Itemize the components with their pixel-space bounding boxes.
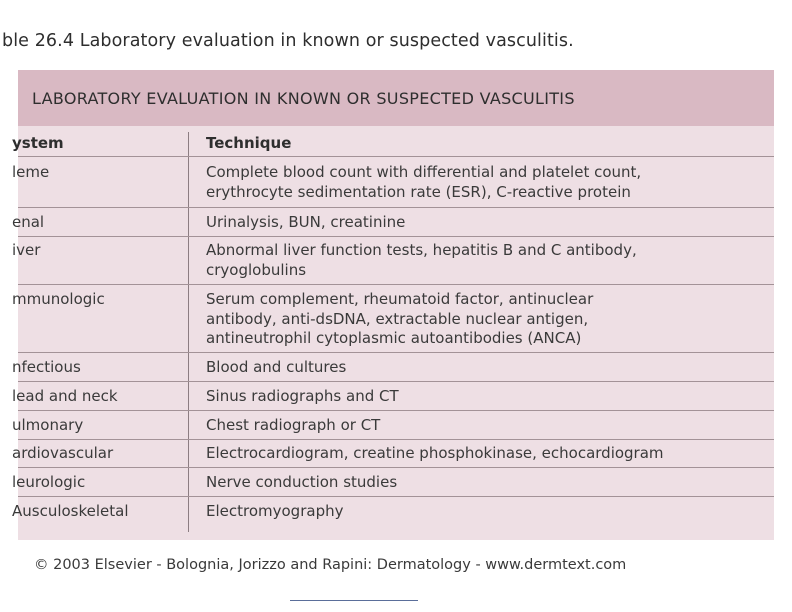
row-system: ulmonary	[12, 416, 84, 434]
technique-line: antibody, anti-dsDNA, extractable nuclear antigen,	[206, 309, 589, 328]
technique-line: Electromyography	[206, 502, 344, 520]
row-system: Ausculoskeletal	[12, 502, 129, 520]
technique-line: erythrocyte sedimentation rate (ESR), C-reactive protein	[206, 182, 631, 201]
copyright-footer: © 2003 Elsevier - Bolognia, Jorizzo and Rapini: Dermatology - www.dermtext.com	[34, 557, 627, 573]
row-divider	[18, 410, 774, 411]
technique-line: Nerve conduction studies	[206, 473, 398, 491]
vasculitis-lab-table	[12, 70, 774, 540]
bottom-rule	[290, 600, 418, 601]
row-divider	[18, 207, 774, 208]
technique-line: Sinus radiographs and CT	[206, 387, 399, 405]
row-technique	[206, 163, 641, 202]
table-caption: ble 26.4 Laboratory evaluation in known or suspected vasculitis.	[2, 31, 574, 51]
row-divider	[18, 381, 774, 382]
technique-line: Serum complement, rheumatoid factor, antinuclear	[206, 290, 594, 308]
technique-line: Complete blood count with differential and platelet count,	[206, 163, 642, 181]
header-system: ystem	[12, 134, 64, 152]
technique-line: Blood and cultures	[206, 358, 347, 376]
technique-line: cryoglobulins	[206, 260, 307, 279]
technique-line: antineutrophil cytoplasmic autoantibodies (ANCA)	[206, 329, 582, 347]
table-title: LABORATORY EVALUATION IN KNOWN OR SUSPECTED VASCULITIS	[32, 89, 575, 108]
column-divider	[188, 132, 189, 532]
technique-line: Abnormal liver function tests, hepatitis B and C antibody,	[206, 241, 637, 259]
technique-line: Electrocardiogram, creatine phosphokinase, echocardiogram	[206, 444, 664, 462]
row-technique	[206, 473, 397, 493]
row-technique	[206, 416, 380, 436]
header-technique: Technique	[206, 134, 292, 152]
row-technique	[206, 290, 593, 349]
row-divider	[18, 496, 774, 497]
row-technique	[206, 387, 399, 407]
row-system: lead and neck	[12, 387, 118, 405]
row-system: leme	[12, 163, 50, 181]
row-system: iver	[12, 241, 41, 259]
row-system: enal	[12, 213, 45, 231]
row-technique	[206, 213, 405, 233]
row-technique	[206, 444, 664, 464]
technique-line: Urinalysis, BUN, creatinine	[206, 213, 406, 231]
row-system: ardiovascular	[12, 444, 114, 462]
row-divider	[18, 352, 774, 353]
row-technique	[206, 241, 637, 280]
row-system: mmunologic	[12, 290, 105, 308]
row-divider	[18, 439, 774, 440]
row-divider	[18, 236, 774, 237]
row-system: leurologic	[12, 473, 86, 491]
row-technique	[206, 502, 343, 522]
row-system: nfectious	[12, 358, 81, 376]
row-technique	[206, 358, 346, 378]
row-divider	[18, 156, 774, 157]
table-title-bar	[18, 70, 774, 126]
row-divider	[18, 467, 774, 468]
technique-line: Chest radiograph or CT	[206, 416, 381, 434]
row-divider	[18, 284, 774, 285]
